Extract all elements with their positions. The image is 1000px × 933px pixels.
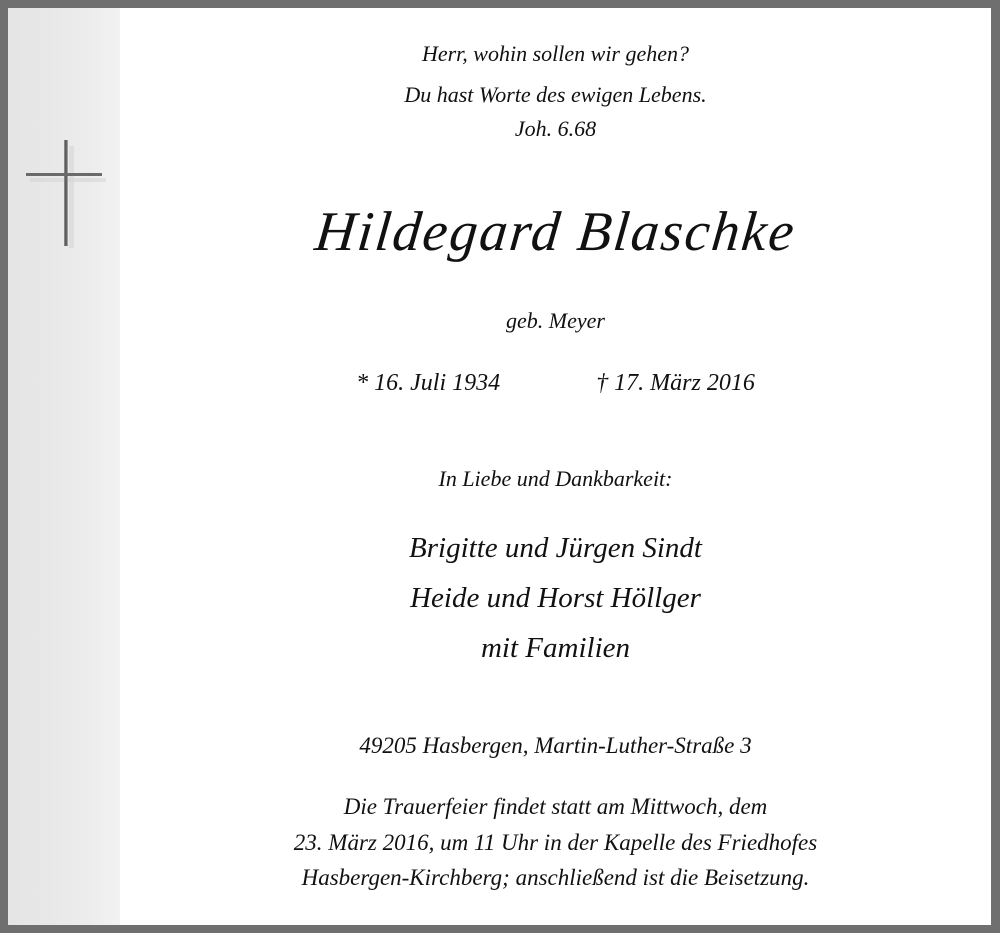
- maiden-name: geb. Meyer: [506, 308, 605, 333]
- obituary-content: [120, 8, 991, 925]
- deceased-name: Hildegard Blaschke: [312, 201, 799, 263]
- mourner-name: mit Familien: [480, 632, 630, 664]
- verse-line-1: Herr, wohin sollen wir gehen?: [421, 41, 690, 66]
- verse-reference: Joh. 6.68: [514, 116, 597, 141]
- cross-icon: [26, 138, 106, 248]
- mourner-name: Brigitte und Jürgen Sindt: [409, 532, 702, 564]
- birth-date: * 16. Juli 1934: [356, 370, 501, 396]
- sidebar-strip: [8, 8, 120, 925]
- address: 49205 Hasbergen, Martin-Luther-Straße 3: [359, 733, 752, 758]
- verse-line-2: Du hast Worte des ewigen Lebens.: [404, 82, 707, 107]
- service-line-2: 23. März 2016, um 11 Uhr in der Kapelle des Friedhofes: [293, 830, 818, 855]
- mourners-intro: In Liebe und Dankbarkeit:: [438, 466, 673, 491]
- obituary-card: [8, 8, 991, 925]
- mourner-name: Heide und Horst Höllger: [410, 582, 701, 614]
- service-line-1: Die Trauerfeier findet statt am Mittwoch, dem: [343, 794, 768, 819]
- service-line-3: Hasbergen-Kirchberg; anschließend ist die Beisetzung.: [301, 865, 810, 890]
- life-dates: [120, 370, 991, 397]
- death-date: † 17. März 2016: [596, 370, 755, 396]
